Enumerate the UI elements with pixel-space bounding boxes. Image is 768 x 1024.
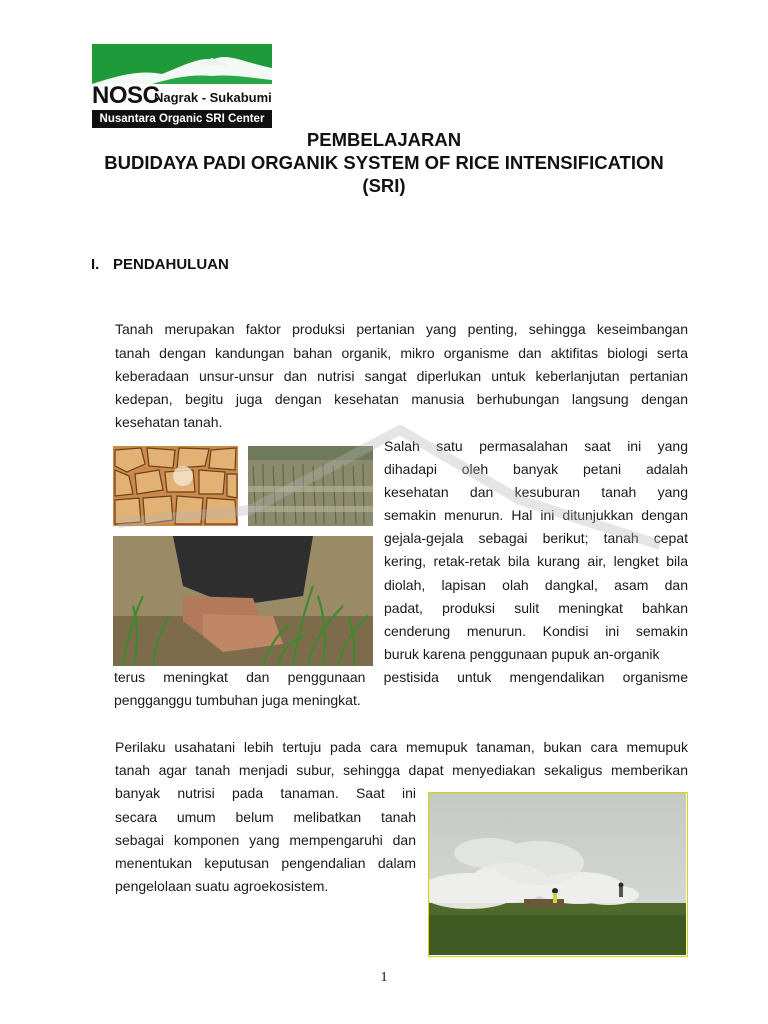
- logo-location: Nagrak - Sukabumi: [154, 90, 272, 105]
- paragraph-3-line: banyak nutrisi pada tanaman. Saat ini: [115, 785, 416, 801]
- paragraph-2-line: dihadapi oleh banyak petani adalah: [384, 461, 688, 477]
- burning-field-photo: [428, 792, 688, 957]
- paragraph-3-line: Perilaku usahatani lebih tertuju pada cara memupuk tanaman, bukan cara memupuk: [115, 739, 688, 755]
- logo-mountain-banner: [92, 44, 272, 84]
- paragraph-2-line: pengganggu tumbuhan juga meningkat.: [114, 692, 361, 708]
- page-number: 1: [380, 970, 388, 985]
- paragraph-1-line: keberadaan unsur-unsur dan nutrisi sangat diperlukan untuk keberlanjutan pertanian: [115, 368, 688, 384]
- nosc-logo: [92, 44, 272, 128]
- paragraph-2-line: cenderung menurun. Kondisi ini semakin: [384, 623, 688, 639]
- paragraph-2-line: kering, retak-retak bila kurang air, lengket bila: [384, 553, 688, 569]
- cracked-soil-photo: [113, 446, 238, 526]
- farmer-feet-rice-photo: [113, 536, 373, 666]
- logo-name: NOSC: [92, 82, 160, 109]
- mountain-icon: [92, 44, 272, 84]
- paragraph-2-line: gejala-gejala sebagai berikut; tanah cepat: [384, 530, 688, 546]
- section-title: PENDAHULUAN: [113, 256, 229, 273]
- paragraph-1-line: tanah dengan kandungan bahan organik, mikro organisme dan aktifitas biologi serta: [115, 345, 688, 361]
- paragraph-3-line: sebagai komponen yang mempengaruhi dan: [115, 832, 416, 848]
- section-heading: [91, 256, 229, 273]
- document-title-line-3: (SRI): [362, 175, 406, 196]
- paragraph-3-line: secara umum belum melibatkan tanah: [115, 809, 416, 825]
- paragraph-2-line: diolah, lapisan olah dangkal, asam dan: [384, 577, 688, 593]
- paragraph-2-line: semakin menurun. Hal ini ditunjukkan dengan: [384, 507, 688, 523]
- paragraph-2-line: padat, produksi sulit meningkat bahkan: [384, 600, 688, 616]
- paragraph-2-line: terus meningkat dan penggunaan pestisida untuk mengendalikan organisme: [114, 669, 688, 685]
- paragraph-3-line: menentukan keputusan pengendalian dalam: [115, 855, 416, 871]
- paragraph-3-line: pengelolaan suatu agroekosistem.: [115, 878, 329, 894]
- paragraph-2-line: kesehatan dan kesuburan tanah yang: [384, 484, 688, 500]
- dry-rice-field-photo: [248, 446, 373, 526]
- paragraph-3-line: tanah agar tanah menjadi subur, sehingga dapat menyediakan sekaligus memberikan: [115, 762, 688, 778]
- logo-tagline: Nusantara Organic SRI Center: [92, 110, 272, 128]
- paragraph-2-line: Salah satu permasalahan saat ini yang: [384, 438, 688, 454]
- document-title-line-2: BUDIDAYA PADI ORGANIK SYSTEM OF RICE INTENSIFICATION: [104, 152, 664, 173]
- paragraph-1-line: kedepan, begitu juga dengan kesehatan manusia berhubungan langsung dengan: [115, 391, 688, 407]
- paragraph-2-line: buruk karena penggunaan pupuk an-organik: [384, 646, 660, 662]
- section-number: I.: [91, 256, 100, 273]
- paragraph-1-line: kesehatan tanah.: [115, 414, 223, 430]
- paragraph-1-line: Tanah merupakan faktor produksi pertanian yang penting, sehingga keseimbangan: [115, 321, 688, 337]
- document-title-line-1: PEMBELAJARAN: [306, 129, 462, 150]
